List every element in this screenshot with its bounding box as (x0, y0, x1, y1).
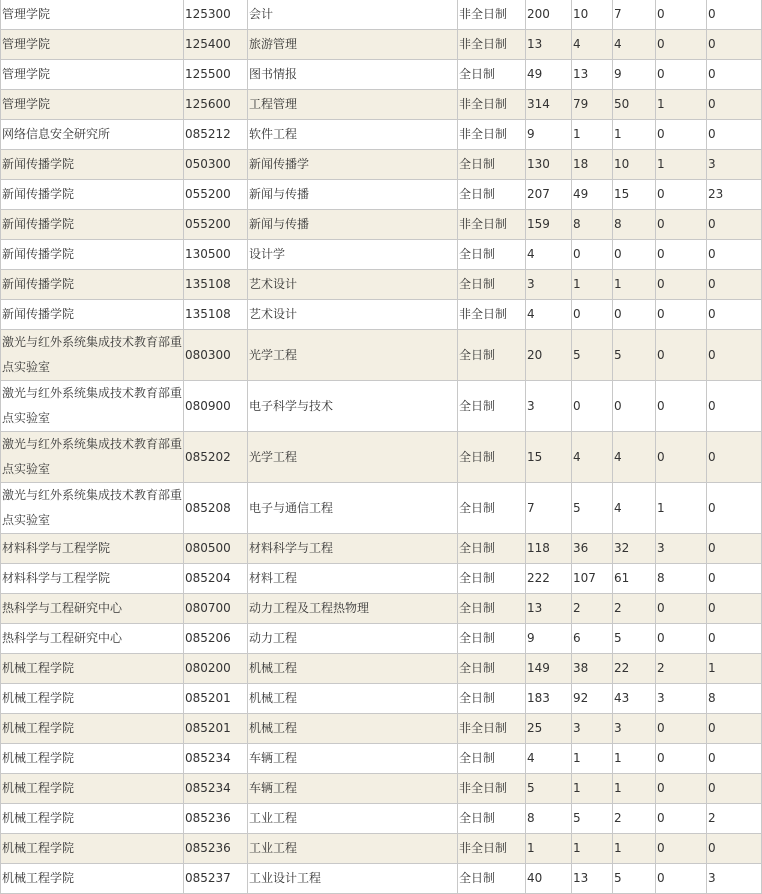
count-b-cell: 1 (613, 120, 656, 150)
study-mode-cell: 非全日制 (458, 0, 526, 30)
major-code-cell: 085208 (184, 483, 248, 534)
study-mode-cell: 非全日制 (458, 120, 526, 150)
count-c-cell: 0 (656, 864, 707, 894)
count-a-cell: 92 (572, 684, 613, 714)
applicants-cell: 222 (526, 564, 572, 594)
applicants-cell: 149 (526, 654, 572, 684)
count-a-cell: 79 (572, 90, 613, 120)
major-name-cell: 材料工程 (248, 564, 458, 594)
count-b-cell: 4 (613, 483, 656, 534)
major-name-cell: 新闻与传播 (248, 180, 458, 210)
major-code-cell: 085206 (184, 624, 248, 654)
college-cell: 机械工程学院 (1, 684, 184, 714)
college-cell: 管理学院 (1, 30, 184, 60)
study-mode-cell: 全日制 (458, 534, 526, 564)
major-name-cell: 旅游管理 (248, 30, 458, 60)
study-mode-cell: 非全日制 (458, 774, 526, 804)
college-cell: 新闻传播学院 (1, 150, 184, 180)
count-d-cell: 0 (707, 210, 762, 240)
study-mode-cell: 全日制 (458, 150, 526, 180)
count-c-cell: 3 (656, 684, 707, 714)
major-code-cell: 135108 (184, 270, 248, 300)
count-d-cell: 0 (707, 564, 762, 594)
table-row (1, 684, 762, 714)
major-name-cell: 车辆工程 (248, 774, 458, 804)
count-a-cell: 13 (572, 864, 613, 894)
college-cell: 新闻传播学院 (1, 300, 184, 330)
count-c-cell: 2 (656, 654, 707, 684)
major-name-cell: 设计学 (248, 240, 458, 270)
count-c-cell: 0 (656, 624, 707, 654)
count-a-cell: 18 (572, 150, 613, 180)
count-a-cell: 0 (572, 381, 613, 432)
table-row (1, 0, 762, 30)
count-d-cell: 0 (707, 90, 762, 120)
table-row (1, 864, 762, 894)
count-d-cell: 0 (707, 0, 762, 30)
major-code-cell: 085236 (184, 834, 248, 864)
count-d-cell: 3 (707, 864, 762, 894)
table-row (1, 834, 762, 864)
count-a-cell: 0 (572, 240, 613, 270)
college-cell: 管理学院 (1, 0, 184, 30)
applicants-cell: 4 (526, 300, 572, 330)
count-c-cell: 3 (656, 534, 707, 564)
college-cell: 热科学与工程研究中心 (1, 594, 184, 624)
college-cell: 激光与红外系统集成技术教育部重点实验室 (1, 432, 184, 483)
major-code-cell: 055200 (184, 180, 248, 210)
count-b-cell: 9 (613, 60, 656, 90)
count-c-cell: 0 (656, 300, 707, 330)
major-name-cell: 光学工程 (248, 432, 458, 483)
count-a-cell: 36 (572, 534, 613, 564)
table-row (1, 432, 762, 483)
college-cell: 管理学院 (1, 90, 184, 120)
table-row (1, 381, 762, 432)
count-d-cell: 0 (707, 120, 762, 150)
count-c-cell: 0 (656, 30, 707, 60)
count-b-cell: 10 (613, 150, 656, 180)
count-c-cell: 0 (656, 330, 707, 381)
applicants-cell: 3 (526, 270, 572, 300)
applicants-cell: 9 (526, 120, 572, 150)
table-row (1, 330, 762, 381)
major-code-cell: 080300 (184, 330, 248, 381)
major-name-cell: 新闻与传播 (248, 210, 458, 240)
count-d-cell: 0 (707, 432, 762, 483)
table-row (1, 774, 762, 804)
applicants-cell: 183 (526, 684, 572, 714)
count-a-cell: 5 (572, 804, 613, 834)
college-cell: 机械工程学院 (1, 774, 184, 804)
count-d-cell: 0 (707, 774, 762, 804)
count-c-cell: 0 (656, 270, 707, 300)
study-mode-cell: 全日制 (458, 864, 526, 894)
college-cell: 机械工程学院 (1, 744, 184, 774)
applicants-cell: 20 (526, 330, 572, 381)
college-cell: 机械工程学院 (1, 654, 184, 684)
count-b-cell: 0 (613, 381, 656, 432)
count-b-cell: 1 (613, 774, 656, 804)
count-c-cell: 0 (656, 240, 707, 270)
study-mode-cell: 全日制 (458, 270, 526, 300)
study-mode-cell: 非全日制 (458, 210, 526, 240)
count-c-cell: 0 (656, 210, 707, 240)
count-a-cell: 49 (572, 180, 613, 210)
college-cell: 新闻传播学院 (1, 240, 184, 270)
count-a-cell: 6 (572, 624, 613, 654)
count-a-cell: 3 (572, 714, 613, 744)
major-name-cell: 电子科学与技术 (248, 381, 458, 432)
study-mode-cell: 全日制 (458, 804, 526, 834)
applicants-cell: 130 (526, 150, 572, 180)
major-name-cell: 工业工程 (248, 834, 458, 864)
count-b-cell: 3 (613, 714, 656, 744)
college-cell: 新闻传播学院 (1, 180, 184, 210)
study-mode-cell: 全日制 (458, 564, 526, 594)
count-a-cell: 1 (572, 270, 613, 300)
table-row (1, 534, 762, 564)
count-a-cell: 1 (572, 834, 613, 864)
study-mode-cell: 非全日制 (458, 30, 526, 60)
count-d-cell: 3 (707, 150, 762, 180)
count-b-cell: 50 (613, 90, 656, 120)
count-b-cell: 1 (613, 834, 656, 864)
college-cell: 激光与红外系统集成技术教育部重点实验室 (1, 330, 184, 381)
count-a-cell: 1 (572, 774, 613, 804)
major-name-cell: 动力工程 (248, 624, 458, 654)
count-a-cell: 2 (572, 594, 613, 624)
count-b-cell: 2 (613, 804, 656, 834)
applicants-cell: 4 (526, 744, 572, 774)
applicants-cell: 7 (526, 483, 572, 534)
count-d-cell: 0 (707, 483, 762, 534)
count-c-cell: 0 (656, 381, 707, 432)
count-c-cell: 8 (656, 564, 707, 594)
count-b-cell: 15 (613, 180, 656, 210)
count-b-cell: 4 (613, 30, 656, 60)
major-code-cell: 085204 (184, 564, 248, 594)
count-a-cell: 4 (572, 30, 613, 60)
major-code-cell: 085236 (184, 804, 248, 834)
count-b-cell: 5 (613, 864, 656, 894)
count-b-cell: 2 (613, 594, 656, 624)
count-b-cell: 32 (613, 534, 656, 564)
study-mode-cell: 全日制 (458, 60, 526, 90)
count-a-cell: 38 (572, 654, 613, 684)
count-a-cell: 0 (572, 300, 613, 330)
study-mode-cell: 全日制 (458, 240, 526, 270)
study-mode-cell: 非全日制 (458, 90, 526, 120)
college-cell: 激光与红外系统集成技术教育部重点实验室 (1, 381, 184, 432)
count-b-cell: 8 (613, 210, 656, 240)
count-a-cell: 13 (572, 60, 613, 90)
count-b-cell: 0 (613, 300, 656, 330)
major-name-cell: 工业工程 (248, 804, 458, 834)
study-mode-cell: 全日制 (458, 483, 526, 534)
count-c-cell: 0 (656, 594, 707, 624)
count-a-cell: 4 (572, 432, 613, 483)
count-a-cell: 5 (572, 483, 613, 534)
college-cell: 机械工程学院 (1, 834, 184, 864)
applicants-cell: 200 (526, 0, 572, 30)
count-b-cell: 1 (613, 270, 656, 300)
applicants-cell: 40 (526, 864, 572, 894)
major-name-cell: 机械工程 (248, 654, 458, 684)
college-cell: 新闻传播学院 (1, 210, 184, 240)
table-row (1, 30, 762, 60)
major-code-cell: 085237 (184, 864, 248, 894)
count-b-cell: 0 (613, 240, 656, 270)
major-name-cell: 工程管理 (248, 90, 458, 120)
count-d-cell: 0 (707, 60, 762, 90)
table-row (1, 594, 762, 624)
count-d-cell: 0 (707, 30, 762, 60)
major-name-cell: 工业设计工程 (248, 864, 458, 894)
college-cell: 机械工程学院 (1, 804, 184, 834)
count-c-cell: 0 (656, 60, 707, 90)
major-code-cell: 080200 (184, 654, 248, 684)
major-code-cell: 085201 (184, 714, 248, 744)
major-name-cell: 艺术设计 (248, 270, 458, 300)
count-b-cell: 1 (613, 744, 656, 774)
table-row (1, 804, 762, 834)
table-row (1, 120, 762, 150)
major-name-cell: 车辆工程 (248, 744, 458, 774)
college-cell: 材料科学与工程学院 (1, 534, 184, 564)
applicants-cell: 15 (526, 432, 572, 483)
table-row (1, 714, 762, 744)
table-row (1, 240, 762, 270)
college-cell: 网络信息安全研究所 (1, 120, 184, 150)
table-row (1, 270, 762, 300)
count-b-cell: 7 (613, 0, 656, 30)
table-row (1, 300, 762, 330)
major-code-cell: 125600 (184, 90, 248, 120)
count-c-cell: 0 (656, 834, 707, 864)
count-d-cell: 0 (707, 714, 762, 744)
count-c-cell: 1 (656, 483, 707, 534)
table-row (1, 150, 762, 180)
major-code-cell: 130500 (184, 240, 248, 270)
count-d-cell: 0 (707, 624, 762, 654)
applicants-cell: 49 (526, 60, 572, 90)
count-a-cell: 10 (572, 0, 613, 30)
major-name-cell: 动力工程及工程热物理 (248, 594, 458, 624)
study-mode-cell: 全日制 (458, 744, 526, 774)
count-d-cell: 0 (707, 834, 762, 864)
study-mode-cell: 全日制 (458, 330, 526, 381)
applicants-cell: 13 (526, 30, 572, 60)
count-b-cell: 5 (613, 624, 656, 654)
study-mode-cell: 全日制 (458, 684, 526, 714)
study-mode-cell: 非全日制 (458, 714, 526, 744)
count-d-cell: 0 (707, 381, 762, 432)
table-row (1, 210, 762, 240)
count-c-cell: 0 (656, 714, 707, 744)
count-c-cell: 0 (656, 774, 707, 804)
major-code-cell: 125300 (184, 0, 248, 30)
major-name-cell: 会计 (248, 0, 458, 30)
major-code-cell: 125400 (184, 30, 248, 60)
applicants-cell: 314 (526, 90, 572, 120)
major-code-cell: 085202 (184, 432, 248, 483)
applicants-cell: 207 (526, 180, 572, 210)
major-code-cell: 080500 (184, 534, 248, 564)
college-cell: 管理学院 (1, 60, 184, 90)
table-row (1, 483, 762, 534)
table-row (1, 654, 762, 684)
count-c-cell: 0 (656, 120, 707, 150)
table-row (1, 60, 762, 90)
study-mode-cell: 非全日制 (458, 834, 526, 864)
college-cell: 机械工程学院 (1, 714, 184, 744)
count-a-cell: 107 (572, 564, 613, 594)
count-a-cell: 1 (572, 120, 613, 150)
college-cell: 新闻传播学院 (1, 270, 184, 300)
applicants-cell: 9 (526, 624, 572, 654)
applicants-cell: 25 (526, 714, 572, 744)
major-code-cell: 085234 (184, 744, 248, 774)
count-d-cell: 0 (707, 270, 762, 300)
applicants-cell: 159 (526, 210, 572, 240)
major-name-cell: 光学工程 (248, 330, 458, 381)
major-name-cell: 机械工程 (248, 684, 458, 714)
major-code-cell: 080700 (184, 594, 248, 624)
table-row (1, 564, 762, 594)
study-mode-cell: 全日制 (458, 654, 526, 684)
count-b-cell: 61 (613, 564, 656, 594)
count-b-cell: 22 (613, 654, 656, 684)
study-mode-cell: 全日制 (458, 432, 526, 483)
major-code-cell: 085212 (184, 120, 248, 150)
applicants-cell: 5 (526, 774, 572, 804)
major-code-cell: 050300 (184, 150, 248, 180)
count-b-cell: 5 (613, 330, 656, 381)
count-d-cell: 23 (707, 180, 762, 210)
major-code-cell: 085201 (184, 684, 248, 714)
study-mode-cell: 非全日制 (458, 300, 526, 330)
applicants-cell: 13 (526, 594, 572, 624)
study-mode-cell: 全日制 (458, 381, 526, 432)
count-c-cell: 0 (656, 180, 707, 210)
study-mode-cell: 全日制 (458, 594, 526, 624)
count-c-cell: 1 (656, 90, 707, 120)
count-c-cell: 0 (656, 432, 707, 483)
count-d-cell: 0 (707, 300, 762, 330)
applicants-cell: 8 (526, 804, 572, 834)
count-d-cell: 0 (707, 240, 762, 270)
college-cell: 热科学与工程研究中心 (1, 624, 184, 654)
major-name-cell: 电子与通信工程 (248, 483, 458, 534)
study-mode-cell: 全日制 (458, 180, 526, 210)
major-code-cell: 125500 (184, 60, 248, 90)
count-d-cell: 2 (707, 804, 762, 834)
count-d-cell: 0 (707, 594, 762, 624)
table-row (1, 624, 762, 654)
count-a-cell: 5 (572, 330, 613, 381)
count-d-cell: 0 (707, 534, 762, 564)
count-d-cell: 0 (707, 330, 762, 381)
major-code-cell: 080900 (184, 381, 248, 432)
major-name-cell: 新闻传播学 (248, 150, 458, 180)
major-name-cell: 艺术设计 (248, 300, 458, 330)
major-name-cell: 软件工程 (248, 120, 458, 150)
college-cell: 机械工程学院 (1, 864, 184, 894)
count-c-cell: 0 (656, 744, 707, 774)
major-code-cell: 135108 (184, 300, 248, 330)
table-row (1, 180, 762, 210)
count-c-cell: 0 (656, 804, 707, 834)
major-name-cell: 机械工程 (248, 714, 458, 744)
table-row (1, 744, 762, 774)
study-mode-cell: 全日制 (458, 624, 526, 654)
count-c-cell: 0 (656, 0, 707, 30)
count-c-cell: 1 (656, 150, 707, 180)
applicants-cell: 3 (526, 381, 572, 432)
major-name-cell: 材料科学与工程 (248, 534, 458, 564)
count-d-cell: 0 (707, 744, 762, 774)
college-cell: 材料科学与工程学院 (1, 564, 184, 594)
count-a-cell: 8 (572, 210, 613, 240)
count-b-cell: 43 (613, 684, 656, 714)
applicants-cell: 4 (526, 240, 572, 270)
table-body (1, 0, 762, 894)
count-b-cell: 4 (613, 432, 656, 483)
count-a-cell: 1 (572, 744, 613, 774)
college-cell: 激光与红外系统集成技术教育部重点实验室 (1, 483, 184, 534)
major-code-cell: 055200 (184, 210, 248, 240)
major-code-cell: 085234 (184, 774, 248, 804)
count-d-cell: 8 (707, 684, 762, 714)
count-d-cell: 1 (707, 654, 762, 684)
applicants-cell: 1 (526, 834, 572, 864)
table-row (1, 90, 762, 120)
applicants-cell: 118 (526, 534, 572, 564)
major-name-cell: 图书情报 (248, 60, 458, 90)
